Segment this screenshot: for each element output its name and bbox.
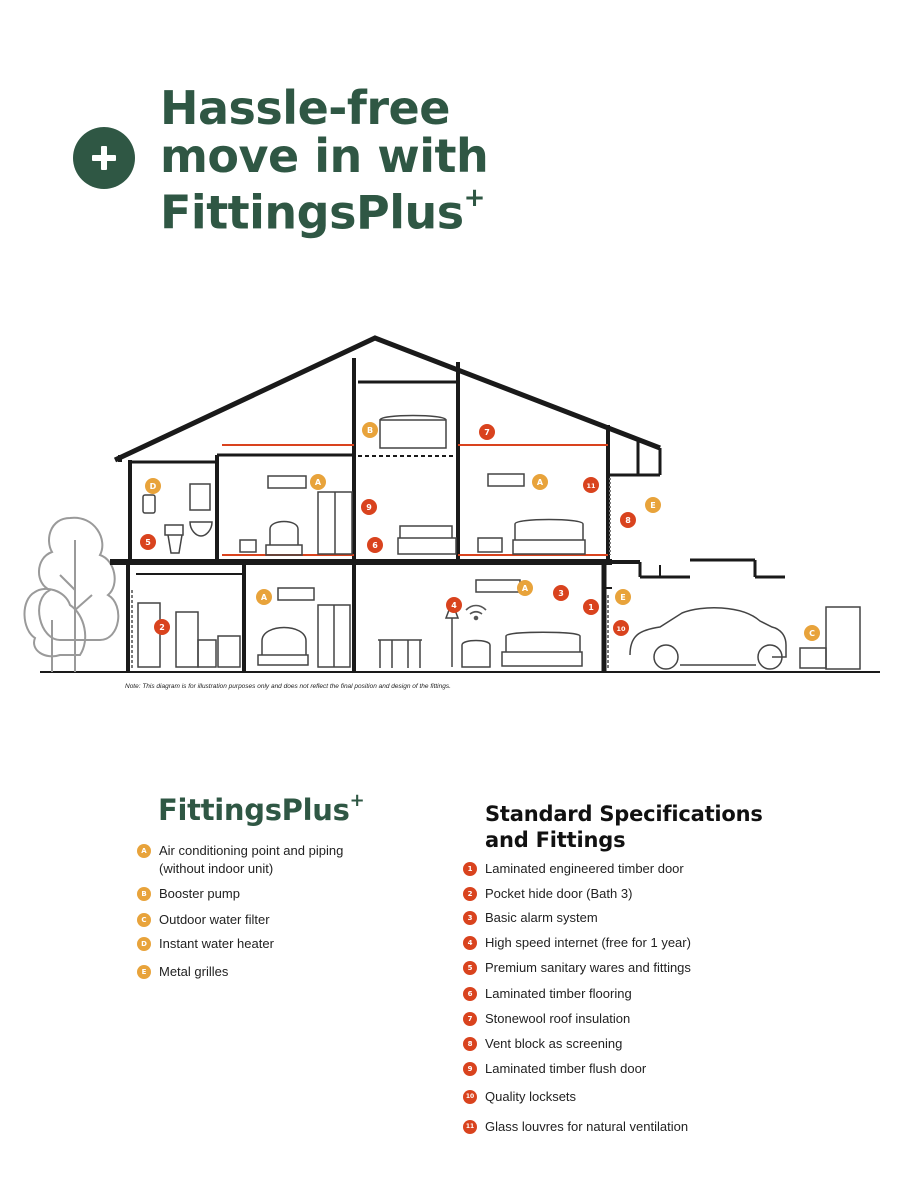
standard-label-4: High speed internet (free for 1 year) xyxy=(485,935,691,950)
svg-text:7: 7 xyxy=(484,428,490,437)
svg-text:A: A xyxy=(536,478,544,487)
badge-3: 3 xyxy=(463,911,477,925)
fittingsplus-item-E xyxy=(137,963,379,981)
marker-5 xyxy=(140,534,156,550)
marker-10 xyxy=(613,620,629,636)
marker-B xyxy=(362,422,378,438)
svg-text:10: 10 xyxy=(616,625,626,633)
fittingsplus-label-A: Air conditioning point and piping (without indoor unit) xyxy=(159,843,344,876)
fittingsplus-title-sup: + xyxy=(349,790,365,812)
standard-label-9: Laminated timber flush door xyxy=(485,1061,647,1076)
marker-A-4 xyxy=(517,580,533,596)
standard-item-4 xyxy=(463,934,691,952)
title-sup: + xyxy=(463,183,485,213)
standard-label-5: Premium sanitary wares and fittings xyxy=(485,960,691,975)
fittingsplus-title-text: FittingsPlus xyxy=(158,793,350,827)
badge-A: A xyxy=(137,844,151,858)
badge-11: 11 xyxy=(463,1120,477,1134)
fittingsplus-label-C: Outdoor water filter xyxy=(159,912,270,927)
tree-icon xyxy=(24,518,118,672)
badge-8: 8 xyxy=(463,1037,477,1051)
roof-outline xyxy=(115,338,660,460)
fittingsplus-item-A xyxy=(137,842,379,878)
svg-text:2: 2 xyxy=(159,623,165,632)
badge-9: 9 xyxy=(463,1062,477,1076)
marker-A-2 xyxy=(532,474,548,490)
standard-label-10: Quality locksets xyxy=(485,1089,577,1104)
svg-text:C: C xyxy=(809,629,815,638)
standard-item-9 xyxy=(463,1060,646,1078)
standard-label-3: Basic alarm system xyxy=(485,910,598,925)
standard-label-1: Laminated engineered timber door xyxy=(485,861,684,876)
plus-icon xyxy=(73,127,135,189)
diagram-note: Note: This diagram is for illustration purposes only and does not reflect the final position and design of the fittings. xyxy=(125,683,451,690)
marker-A-1 xyxy=(310,474,326,490)
badge-6: 6 xyxy=(463,987,477,1001)
badge-E: E xyxy=(137,965,151,979)
svg-text:E: E xyxy=(620,593,626,602)
standard-label-2: Pocket hide door (Bath 3) xyxy=(485,886,633,901)
marker-1 xyxy=(583,599,599,615)
badge-10: 10 xyxy=(463,1090,477,1104)
standard-title-line-1: Standard Specifications xyxy=(485,802,763,826)
marker-D xyxy=(145,478,161,494)
badge-C: C xyxy=(137,913,151,927)
badge-7: 7 xyxy=(463,1012,477,1026)
badge-1: 1 xyxy=(463,862,477,876)
standard-item-3 xyxy=(463,909,598,927)
svg-text:1: 1 xyxy=(588,603,594,612)
title-line-2: move in with xyxy=(160,129,489,183)
house-diagram xyxy=(0,320,900,680)
svg-text:A: A xyxy=(260,593,268,602)
marker-3 xyxy=(553,585,569,601)
marker-8 xyxy=(620,512,636,528)
standard-item-5 xyxy=(463,959,691,977)
standard-label-6: Laminated timber flooring xyxy=(485,986,632,1001)
title-brand: FittingsPlus xyxy=(160,185,464,240)
fittingsplus-item-B xyxy=(137,885,379,903)
standard-item-2 xyxy=(463,885,632,903)
svg-text:11: 11 xyxy=(586,482,596,490)
page-title xyxy=(160,81,489,240)
standard-label-8: Vent block as screening xyxy=(485,1036,623,1051)
marker-4 xyxy=(446,597,462,613)
standard-label-7: Stonewool roof insulation xyxy=(485,1011,631,1026)
badge-2: 2 xyxy=(463,887,477,901)
svg-text:8: 8 xyxy=(625,516,631,525)
wifi-icon xyxy=(466,606,486,620)
svg-text:B: B xyxy=(366,426,374,435)
title-line-1: Hassle-free xyxy=(160,81,450,135)
fittingsplus-label-B: Booster pump xyxy=(159,886,240,901)
standard-item-10 xyxy=(463,1088,576,1106)
marker-6 xyxy=(367,537,383,553)
badge-4: 4 xyxy=(463,936,477,950)
svg-text:9: 9 xyxy=(366,503,372,512)
svg-text:4: 4 xyxy=(451,601,457,610)
svg-text:D: D xyxy=(149,482,157,491)
marker-E-2 xyxy=(615,589,631,605)
marker-7 xyxy=(479,424,495,440)
badge-D: D xyxy=(137,937,151,951)
standard-item-1 xyxy=(463,860,684,878)
svg-text:6: 6 xyxy=(372,541,378,550)
svg-text:3: 3 xyxy=(558,589,564,598)
standard-item-11 xyxy=(463,1118,688,1136)
svg-text:A: A xyxy=(521,584,529,593)
title-line-3 xyxy=(160,180,488,240)
standard-item-8 xyxy=(463,1035,622,1053)
badge-B: B xyxy=(137,887,151,901)
svg-text:5: 5 xyxy=(145,538,151,547)
fittingsplus-title xyxy=(158,790,365,827)
fittingsplus-item-D xyxy=(137,935,379,953)
marker-E-1 xyxy=(645,497,661,513)
svg-text:A: A xyxy=(314,478,322,487)
standard-title xyxy=(485,801,763,853)
marker-C xyxy=(804,625,820,641)
standard-item-6 xyxy=(463,985,632,1003)
fittingsplus-item-C xyxy=(137,911,379,929)
standard-title-line-2: and Fittings xyxy=(485,828,626,852)
svg-text:E: E xyxy=(650,501,656,510)
fittingsplus-label-E: Metal grilles xyxy=(159,964,229,979)
marker-11 xyxy=(583,477,599,493)
marker-A-3 xyxy=(256,589,272,605)
marker-9 xyxy=(361,499,377,515)
marker-2 xyxy=(154,619,170,635)
fittingsplus-label-D: Instant water heater xyxy=(159,936,274,951)
badge-5: 5 xyxy=(463,961,477,975)
standard-label-11: Glass louvres for natural ventilation xyxy=(485,1119,689,1134)
standard-item-7 xyxy=(463,1010,630,1028)
